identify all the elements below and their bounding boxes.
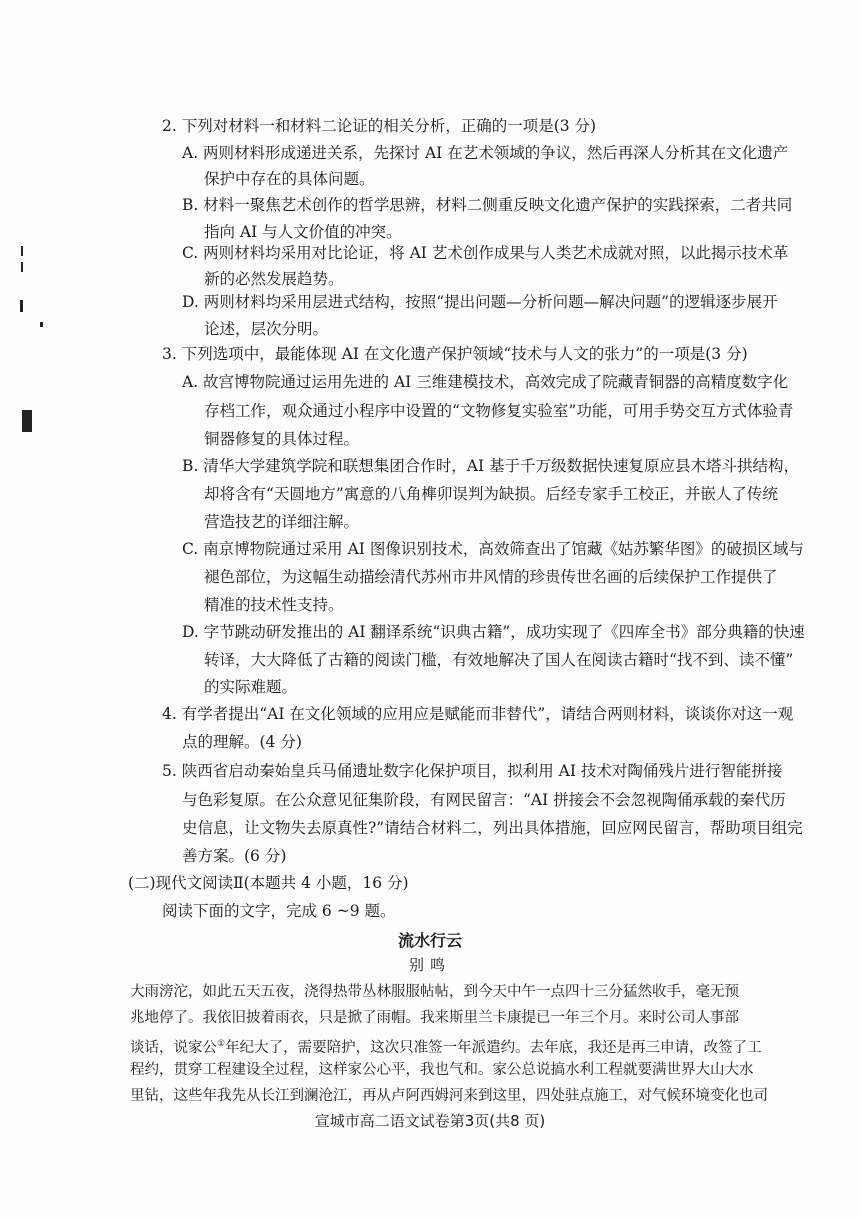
scan-mark [21, 246, 23, 256]
question-3-option-a-cont: 铜器修复的具体过程。 [204, 430, 360, 448]
story-line: 兆地停了。我依旧披着雨衣，只是掀了雨帽。我来斯里兰卡康提已一年三个月。来时公司人事部 [130, 1010, 739, 1026]
scan-mark [40, 322, 43, 327]
story-line: 大雨滂沱，如此五天五夜，浇得热带丛林服服帖帖，到今天中午一点四十三分猛然收手，毫无预 [130, 984, 739, 1000]
question-3-stem: 3. 下列选项中，最能体现 AI 在文化遗产保护领域“技术与人文的张力”的一项是(3 分) [162, 345, 748, 363]
scan-mark [22, 410, 32, 432]
page-footer: 宣城市高二语文试卷第3页(共8 页) [314, 1112, 546, 1130]
question-2-option-c: C. 两则材料均采用对比论证，将 AI 艺术创作成果与人类艺术成就对照，以此揭示技术革 [182, 244, 789, 262]
question-2-option-d-cont: 论述，层次分明。 [204, 320, 329, 338]
question-3-option-d: D. 字节跳动研发推出的 AI 翻译系统“识典古籍”，成功实现了《四库全书》部分典籍的快速 [182, 623, 805, 641]
question-3-option-c: C. 南京博物院通过采用 AI 图像识别技术，高效筛查出了馆藏《姑苏繁华图》的破损区域与 [182, 540, 804, 558]
question-3-option-d-cont: 转译，大大降低了古籍的阅读门槛，有效地解决了国人在阅读古籍时“找不到、读不懂” [204, 651, 794, 669]
question-3-option-b-cont: 却将含有“天圆地方”寓意的八角榫卯误判为缺损。后经专家手工校正，并嵌人了传统 [204, 485, 778, 503]
question-5-line: 善方案。(6 分) [182, 847, 287, 865]
section-heading: (二)现代文阅读Ⅱ(本题共 4 小题，16 分) [128, 874, 409, 892]
scan-mark [20, 300, 23, 312]
question-5-line: 与色彩复原。在公众意见征集阶段，有网民留言：“AI 拼接会不会忽视陶俑承载的秦代历 [182, 791, 786, 809]
question-3-option-d-cont: 的实际难题。 [204, 678, 298, 696]
question-4-line: 点的理解。(4 分) [182, 733, 302, 751]
question-2-option-b: B. 材料一聚焦艺术创作的哲学思辨，材料二侧重反映文化遗产保护的实践探索，二者共同 [182, 196, 793, 214]
story-text: 谈话，说家公 [130, 1039, 217, 1056]
question-3-option-a: A. 故宫博物院通过运用先进的 AI 三维建模技术，高效完成了院藏青铜器的高精度数字化 [182, 373, 789, 391]
question-2-option-b-cont: 指向 AI 与人文价值的冲突。 [204, 223, 402, 241]
question-5-line: 史信息，让文物失去原真性?”请结合材料二，列出具体措施，回应网民留言，帮助项目组完 [182, 819, 803, 837]
question-5-line: 5. 陕西省启动秦始皇兵马俑遗址数字化保护项目，拟利用 AI 技术对陶俑残片进行智能拼接 [162, 762, 783, 780]
question-2-option-a: A. 两则材料形成递进关系，先探讨 AI 在艺术领域的争议，然后再深人分析其在文化遗产 [182, 144, 789, 162]
question-3-option-c-cont: 精准的技术性支持。 [204, 596, 344, 614]
question-3-option-b-cont: 营造技艺的详细注解。 [204, 513, 360, 531]
story-text: 年纪大了，需要陪护，这次只准签一年派遣约。去年底，我还是再三申请，改签了工 [225, 1039, 762, 1056]
story-line: 程约，贯穿工程建设全过程，这样家公心平，我也气和。家公总说搞水利工程就要满世界大山大水 [130, 1062, 754, 1078]
footnote-marker: ① [217, 1039, 226, 1049]
story-author: 别鸣 [408, 956, 451, 974]
question-2-option-a-cont: 保护中存在的具体问题。 [204, 170, 375, 188]
question-3-option-b: B. 清华大学建筑学院和联想集团合作时，AI 基于千万级数据快速复原应县木塔斗拱结构， [182, 457, 799, 475]
question-2-stem: 2. 下列对材料一和材料二论证的相关分析，正确的一项是(3 分) [162, 117, 597, 135]
section-instruction: 阅读下面的文字，完成 6 ~9 题。 [162, 902, 396, 920]
question-2-option-c-cont: 新的必然发展趋势。 [204, 270, 344, 288]
story-line: 里钻，这些年我先从长江到澜沧江，再从卢阿西姆河来到这里，四处驻点施工，对气候环境变化也司 [130, 1088, 768, 1104]
question-3-option-c-cont: 褪色部位，为这幅生动描绘清代苏州市井风情的珍贵传世名画的后续保护工作提供了 [204, 568, 778, 586]
question-2-option-d: D. 两则材料均采用层进式结构，按照“提出问题—分析问题—解决问题”的逻辑逐步展开 [182, 293, 778, 311]
story-title: 流水行云 [397, 931, 462, 950]
question-4-line: 4. 有学者提出“AI 在文化领域的应用应是赋能而非替代”，请结合两则材料，谈谈你对这一观 [162, 705, 794, 723]
scan-mark [21, 262, 23, 272]
question-3-option-a-cont: 存档工作，观众通过小程序中设置的“文物修复实验室”功能，可用手势交互方式体验青 [204, 402, 794, 420]
